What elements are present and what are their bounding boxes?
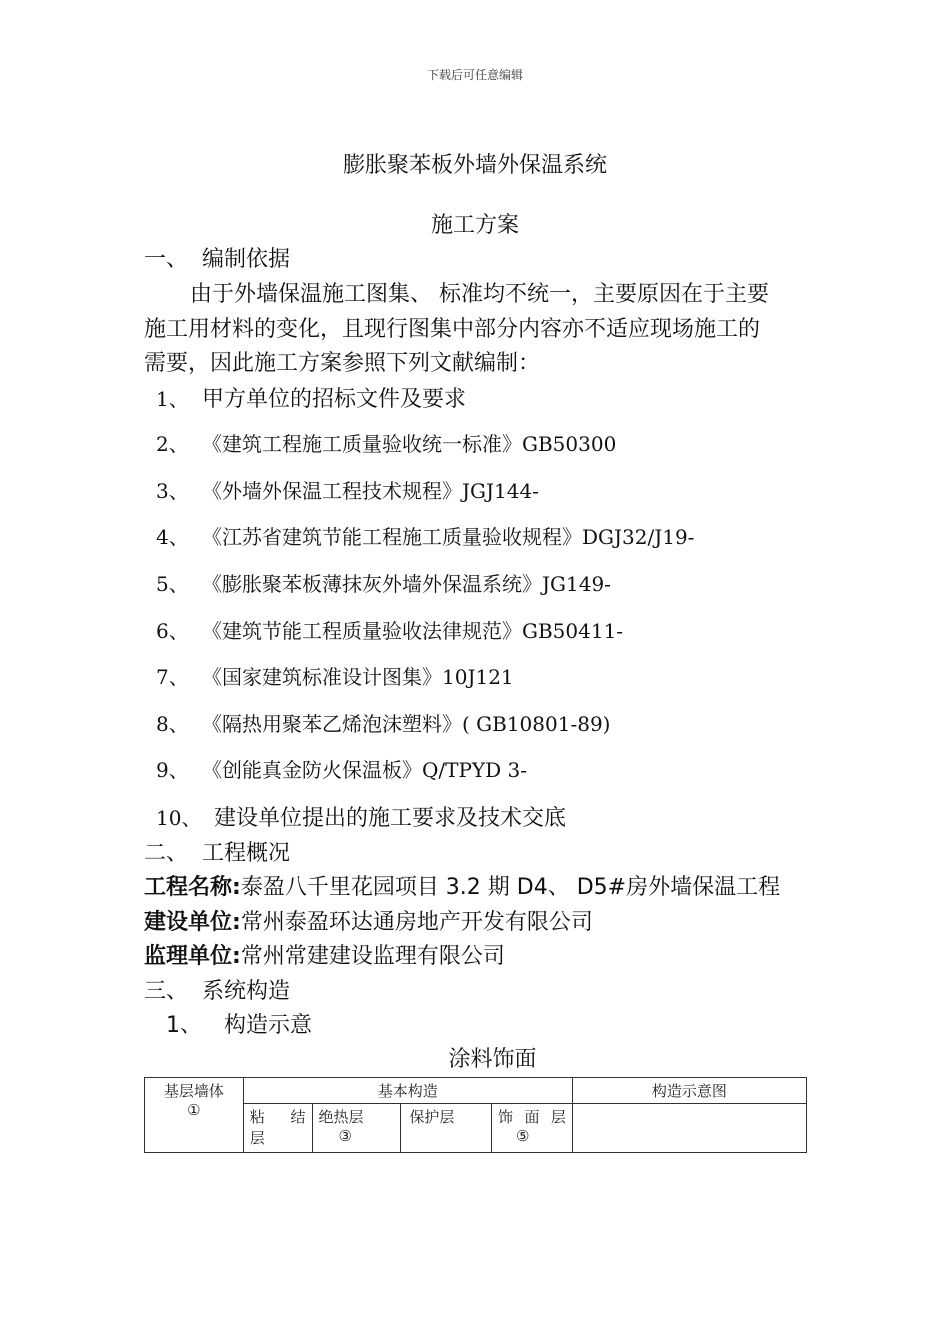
reference-item — [156, 661, 514, 690]
builder-label: 建设单位: — [144, 910, 241, 935]
subsection-1-number: 1、 — [166, 1013, 202, 1038]
base-wall-cell — [145, 1078, 244, 1153]
builder-row — [144, 905, 593, 936]
intro-line-2: 施工用材料的变化，且现行图集中部分内容亦不适应现场施工的 — [144, 317, 761, 342]
finish-label: 饰 面 层 — [498, 1108, 566, 1126]
reference-number: 10、 — [156, 806, 202, 830]
supervisor-label: 监理单位: — [144, 944, 241, 969]
protection-label: 保护层 — [409, 1108, 455, 1126]
section-2-number: 二、 — [144, 841, 189, 866]
reference-number: 4、 — [156, 525, 189, 549]
section-1-title: 编制依据 — [202, 247, 291, 272]
finish-mark: ⑤ — [516, 1127, 530, 1145]
base-wall-mark: ① — [187, 1101, 201, 1119]
reference-item — [156, 708, 610, 737]
table-caption: 涂料饰面 — [448, 1047, 537, 1072]
insulation-mark: ③ — [338, 1127, 352, 1145]
adhesive-label-2: 层 — [249, 1129, 265, 1147]
reference-item — [156, 475, 539, 504]
basic-structure-header: 基本构造 — [243, 1078, 572, 1104]
section-2-heading — [144, 836, 290, 867]
builder-value: 常州泰盈环达通房地产开发有限公司 — [240, 910, 593, 935]
diagram-header: 构造示意图 — [572, 1078, 806, 1104]
reference-item — [156, 568, 611, 597]
intro-line-3: 需要，因此施工方案参照下列文献编制： — [144, 351, 541, 376]
subsection-1-title: 构造示意 — [224, 1013, 313, 1038]
subsection-1-heading — [166, 1008, 312, 1039]
section-3-heading — [144, 974, 290, 1005]
reference-text: 《江苏省建筑节能工程施工质量验收规程》DGJ32/J19- — [202, 525, 695, 549]
reference-number: 3、 — [156, 479, 189, 503]
reference-text: 《建筑工程施工质量验收统一标准》GB50300 — [202, 432, 617, 456]
project-name-label: 工程名称: — [144, 875, 241, 900]
adhesive-label: 粘 结 — [249, 1108, 306, 1126]
section-1-heading — [144, 242, 290, 273]
reference-number: 1、 — [156, 387, 189, 411]
intro-line-1: 由于外墙保温施工图集、 标准均不统一，主要原因在于主要 — [190, 282, 769, 307]
reference-item — [156, 754, 527, 783]
section-1-number: 一、 — [144, 247, 189, 272]
reference-text: 甲方单位的招标文件及要求 — [202, 387, 467, 412]
reference-item — [156, 382, 466, 413]
reference-number: 5、 — [156, 572, 189, 596]
adhesive-layer-cell — [243, 1104, 312, 1153]
doc-title-line2: 施工方案 — [430, 213, 519, 238]
reference-text: 《创能真金防火保温板》Q/TPYD 3- — [202, 758, 528, 782]
page-header: 下载后可任意编辑 — [426, 68, 523, 82]
reference-text: 建设单位提出的施工要求及技术交底 — [214, 806, 567, 831]
doc-title-line1: 膨胀聚苯板外墙外保温系统 — [342, 153, 607, 178]
structure-table — [144, 1077, 807, 1153]
reference-number: 8、 — [156, 712, 189, 736]
reference-number: 6、 — [156, 619, 189, 643]
reference-text: 《建筑节能工程质量验收法律规范》GB50411- — [202, 619, 624, 643]
reference-text: 《国家建筑标准设计图集》10J121 — [202, 665, 514, 689]
finish-layer-cell — [492, 1104, 573, 1153]
insulation-label: 绝热层 — [318, 1108, 364, 1126]
reference-number: 9、 — [156, 758, 189, 782]
section-3-title: 系统构造 — [202, 979, 291, 1004]
reference-text: 《膨胀聚苯板薄抹灰外墙外保温系统》JG149- — [202, 572, 611, 596]
project-name-row — [144, 870, 780, 901]
reference-number: 2、 — [156, 432, 189, 456]
reference-item — [156, 521, 694, 550]
diagram-cell — [572, 1104, 806, 1153]
supervisor-value: 常州常建建设监理有限公司 — [240, 944, 505, 969]
reference-text: 《外墙外保温工程技术规程》JGJ144- — [202, 479, 539, 503]
reference-text: 《隔热用聚苯乙烯泡沫塑料》( GB10801-89) — [202, 712, 611, 736]
reference-item — [156, 615, 623, 644]
protection-layer-cell — [401, 1104, 492, 1153]
reference-item — [156, 801, 566, 832]
section-3-number: 三、 — [144, 979, 189, 1004]
supervisor-row — [144, 939, 505, 970]
section-2-title: 工程概况 — [202, 841, 291, 866]
insulation-layer-cell — [312, 1104, 401, 1153]
project-name-value: 泰盈八千里花园项目 3.2 期 D4、 D5#房外墙保温工程 — [240, 875, 781, 900]
reference-item — [156, 428, 616, 457]
base-wall-label: 基层墙体 — [163, 1082, 224, 1100]
reference-number: 7、 — [156, 665, 189, 689]
